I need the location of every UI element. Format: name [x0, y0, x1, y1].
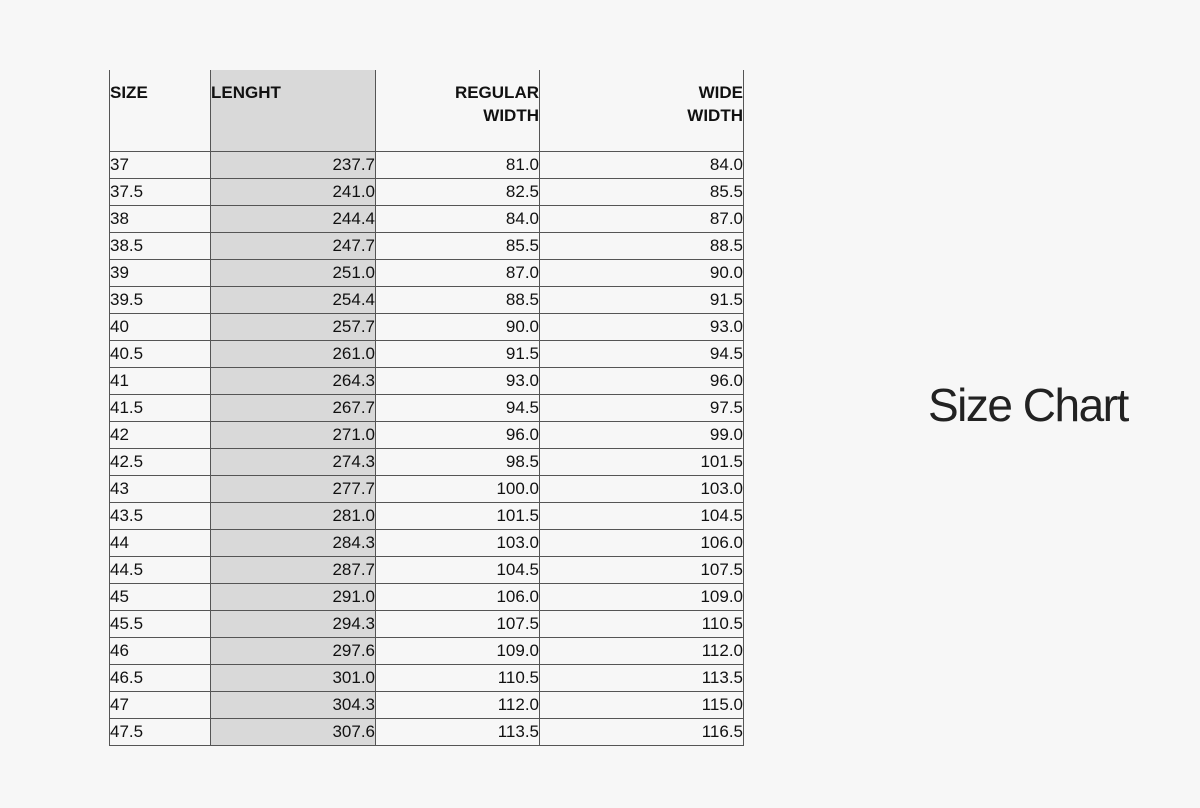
cell-size: 37.5 [110, 178, 211, 205]
cell-size: 47 [110, 691, 211, 718]
cell-regular-width: 93.0 [376, 367, 540, 394]
cell-length: 244.4 [211, 205, 376, 232]
page-title: Size Chart [928, 379, 1128, 431]
cell-size: 46 [110, 637, 211, 664]
cell-length: 274.3 [211, 448, 376, 475]
cell-regular-width: 106.0 [376, 583, 540, 610]
table-row [110, 205, 744, 232]
table-row [110, 556, 744, 583]
cell-length: 241.0 [211, 178, 376, 205]
cell-wide-width: 93.0 [540, 313, 744, 340]
cell-length: 261.0 [211, 340, 376, 367]
cell-regular-width: 113.5 [376, 718, 540, 745]
cell-wide-width: 91.5 [540, 286, 744, 313]
cell-wide-width: 106.0 [540, 529, 744, 556]
table-row [110, 178, 744, 205]
cell-regular-width: 94.5 [376, 394, 540, 421]
cell-size: 44.5 [110, 556, 211, 583]
cell-regular-width: 90.0 [376, 313, 540, 340]
cell-size: 40 [110, 313, 211, 340]
cell-length: 301.0 [211, 664, 376, 691]
cell-wide-width: 85.5 [540, 178, 744, 205]
cell-size: 46.5 [110, 664, 211, 691]
cell-length: 251.0 [211, 259, 376, 286]
header-regular-width [376, 70, 540, 151]
cell-wide-width: 116.5 [540, 718, 744, 745]
cell-wide-width: 84.0 [540, 151, 744, 178]
cell-size: 40.5 [110, 340, 211, 367]
cell-wide-width: 110.5 [540, 610, 744, 637]
table-row [110, 448, 744, 475]
cell-wide-width: 103.0 [540, 475, 744, 502]
cell-regular-width: 101.5 [376, 502, 540, 529]
cell-size: 44 [110, 529, 211, 556]
cell-wide-width: 107.5 [540, 556, 744, 583]
cell-wide-width: 113.5 [540, 664, 744, 691]
header-regular-width-line-2: WIDTH [483, 106, 539, 125]
cell-regular-width: 109.0 [376, 637, 540, 664]
header-wide-width-line-1: WIDE [698, 83, 743, 102]
table-row [110, 313, 744, 340]
cell-regular-width: 88.5 [376, 286, 540, 313]
cell-wide-width: 90.0 [540, 259, 744, 286]
cell-size: 43.5 [110, 502, 211, 529]
cell-wide-width: 97.5 [540, 394, 744, 421]
cell-regular-width: 87.0 [376, 259, 540, 286]
cell-size: 45.5 [110, 610, 211, 637]
cell-regular-width: 81.0 [376, 151, 540, 178]
table-row [110, 475, 744, 502]
cell-size: 43 [110, 475, 211, 502]
table-row [110, 610, 744, 637]
header-wide-width [540, 70, 744, 151]
cell-size: 42.5 [110, 448, 211, 475]
table-row [110, 529, 744, 556]
table-row [110, 151, 744, 178]
cell-regular-width: 112.0 [376, 691, 540, 718]
cell-wide-width: 115.0 [540, 691, 744, 718]
cell-size: 41 [110, 367, 211, 394]
header-length [211, 70, 376, 151]
table-row [110, 394, 744, 421]
table-row [110, 718, 744, 745]
table-row [110, 340, 744, 367]
cell-regular-width: 103.0 [376, 529, 540, 556]
cell-size: 37 [110, 151, 211, 178]
table-row [110, 286, 744, 313]
table-row [110, 259, 744, 286]
cell-regular-width: 96.0 [376, 421, 540, 448]
cell-wide-width: 94.5 [540, 340, 744, 367]
cell-length: 307.6 [211, 718, 376, 745]
cell-regular-width: 100.0 [376, 475, 540, 502]
cell-length: 264.3 [211, 367, 376, 394]
table-body [110, 151, 744, 745]
cell-length: 297.6 [211, 637, 376, 664]
cell-regular-width: 85.5 [376, 232, 540, 259]
cell-regular-width: 82.5 [376, 178, 540, 205]
cell-wide-width: 104.5 [540, 502, 744, 529]
table-row [110, 583, 744, 610]
cell-regular-width: 91.5 [376, 340, 540, 367]
cell-size: 38.5 [110, 232, 211, 259]
cell-wide-width: 87.0 [540, 205, 744, 232]
cell-regular-width: 107.5 [376, 610, 540, 637]
cell-wide-width: 112.0 [540, 637, 744, 664]
table-row [110, 232, 744, 259]
cell-length: 247.7 [211, 232, 376, 259]
cell-regular-width: 104.5 [376, 556, 540, 583]
cell-length: 277.7 [211, 475, 376, 502]
size-table [109, 70, 744, 746]
cell-wide-width: 96.0 [540, 367, 744, 394]
cell-length: 267.7 [211, 394, 376, 421]
cell-size: 45 [110, 583, 211, 610]
cell-length: 284.3 [211, 529, 376, 556]
cell-size: 42 [110, 421, 211, 448]
cell-length: 291.0 [211, 583, 376, 610]
cell-regular-width: 84.0 [376, 205, 540, 232]
table-row [110, 691, 744, 718]
header-wide-width-line-2: WIDTH [687, 106, 743, 125]
cell-regular-width: 110.5 [376, 664, 540, 691]
table-header [110, 70, 744, 151]
header-size-line: SIZE [110, 83, 148, 102]
cell-size: 38 [110, 205, 211, 232]
cell-wide-width: 99.0 [540, 421, 744, 448]
cell-length: 237.7 [211, 151, 376, 178]
table-row [110, 367, 744, 394]
header-regular-width-line-1: REGULAR [454, 83, 539, 102]
cell-wide-width: 101.5 [540, 448, 744, 475]
cell-regular-width: 98.5 [376, 448, 540, 475]
cell-length: 304.3 [211, 691, 376, 718]
cell-length: 287.7 [211, 556, 376, 583]
cell-length: 281.0 [211, 502, 376, 529]
table-row [110, 637, 744, 664]
table-row [110, 421, 744, 448]
cell-length: 257.7 [211, 313, 376, 340]
cell-wide-width: 109.0 [540, 583, 744, 610]
cell-size: 39.5 [110, 286, 211, 313]
cell-size: 47.5 [110, 718, 211, 745]
header-size [110, 70, 211, 151]
header-length-line: LENGHT [211, 83, 281, 102]
cell-length: 254.4 [211, 286, 376, 313]
table-row [110, 664, 744, 691]
cell-wide-width: 88.5 [540, 232, 744, 259]
cell-size: 41.5 [110, 394, 211, 421]
cell-length: 271.0 [211, 421, 376, 448]
cell-size: 39 [110, 259, 211, 286]
cell-length: 294.3 [211, 610, 376, 637]
table-row [110, 502, 744, 529]
header-row [110, 70, 744, 151]
